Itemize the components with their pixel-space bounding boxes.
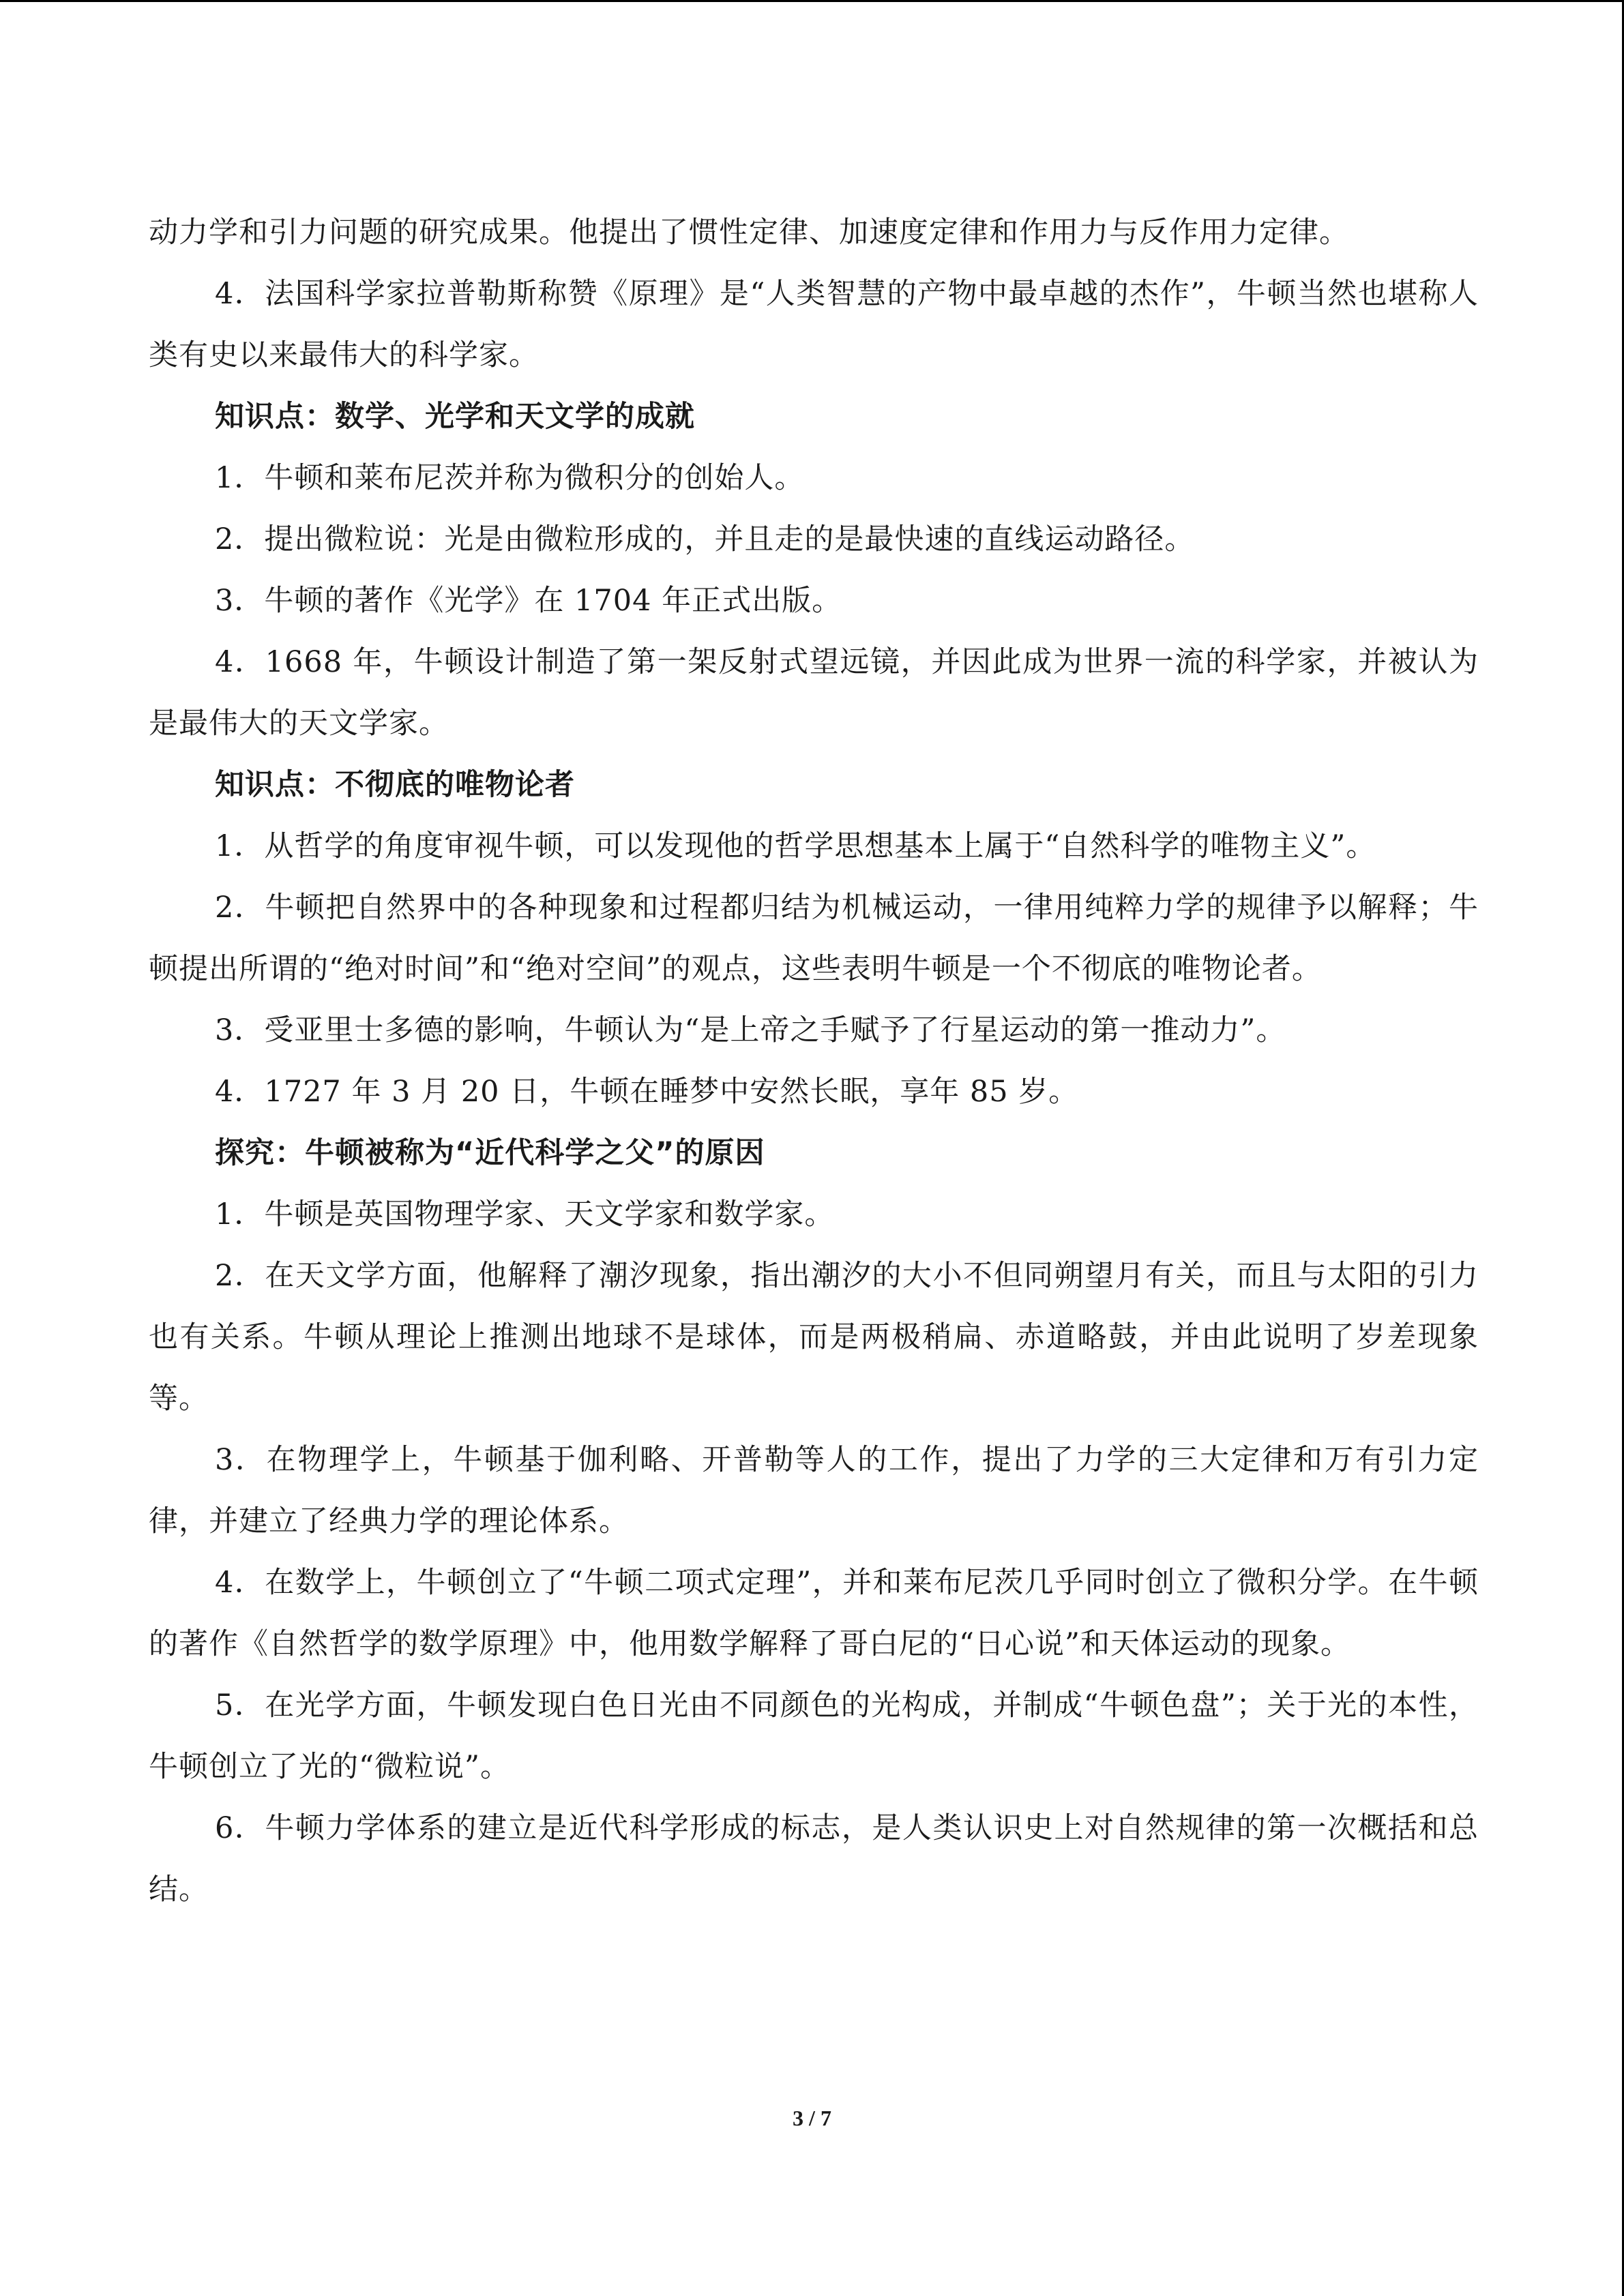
paragraph: 2．牛顿把自然界中的各种现象和过程都归结为机械运动，一律用纯粹力学的规律予以解释；牛顿提出所谓的“绝对时间”和“绝对空间”的观点，这些表明牛顿是一个不彻底的唯物论者。 <box>149 891 1479 986</box>
paragraph: 4．1727 年 3 月 20 日，牛顿在睡梦中安然长眠，享年 85 岁。 <box>215 1075 1079 1109</box>
paragraph: 2．提出微粒说：光是由微粒形成的，并且走的是最快速的直线运动路径。 <box>215 522 1195 556</box>
paragraph: 3．牛顿的著作《光学》在 1704 年正式出版。 <box>215 584 842 618</box>
page-number: 3 / 7 <box>793 2106 831 2130</box>
paragraph: 2．在天文学方面，他解释了潮汐现象，指出潮汐的大小不但同朔望月有关，而且与太阳的引力也有关系。牛顿从理论上推测出地球不是球体，而是两极稍扁、赤道略鼓，并由此说明了岁差现象等。 <box>149 1259 1479 1416</box>
paragraph: 动力学和引力问题的研究成果。他提出了惯性定律、加速度定律和作用力与反作用力定律。 <box>149 215 1349 250</box>
section-heading: 知识点：不彻底的唯物论者 <box>215 768 575 802</box>
paragraph: 3．在物理学上，牛顿基于伽利略、开普勒等人的工作，提出了力学的三大定律和万有引力定律，并建立了经典力学的理论体系。 <box>149 1443 1479 1538</box>
section-heading: 知识点：数学、光学和天文学的成就 <box>215 400 695 434</box>
paragraph: 1．牛顿是英国物理学家、天文学家和数学家。 <box>215 1197 835 1232</box>
paragraph: 1．牛顿和莱布尼茨并称为微积分的创始人。 <box>215 461 805 495</box>
paragraph: 5．在光学方面，牛顿发现白色日光由不同颜色的光构成，并制成“牛顿色盘”；关于光的本性，牛顿创立了光的“微粒说”。 <box>149 1688 1479 1784</box>
paragraph: 4．法国科学家拉普勒斯称赞《原理》是“人类智慧的产物中最卓越的杰作”，牛顿当然也堪称人类有史以来最伟大的科学家。 <box>149 277 1479 372</box>
document-body <box>149 202 1479 1920</box>
paragraph: 4．在数学上，牛顿创立了“牛顿二项式定理”，并和莱布尼茨几乎同时创立了微积分学。在牛顿的著作《自然哲学的数学原理》中，他用数学解释了哥白尼的“日心说”和天体运动的现象。 <box>149 1566 1479 1661</box>
paragraph: 4．1668 年，牛顿设计制造了第一架反射式望远镜，并因此成为世界一流的科学家，并被认为是最伟大的天文学家。 <box>149 645 1479 741</box>
paragraph: 6．牛顿力学体系的建立是近代科学形成的标志，是人类认识史上对自然规律的第一次概括和总结。 <box>149 1811 1479 1907</box>
section-heading: 探究：牛顿被称为“近代科学之父”的原因 <box>215 1136 765 1170</box>
paragraph: 1．从哲学的角度审视牛顿，可以发现他的哲学思想基本上属于“自然科学的唯物主义”。 <box>215 829 1376 863</box>
paragraph: 3．受亚里士多德的影响，牛顿认为“是上帝之手赋予了行星运动的第一推动力”。 <box>215 1013 1286 1047</box>
